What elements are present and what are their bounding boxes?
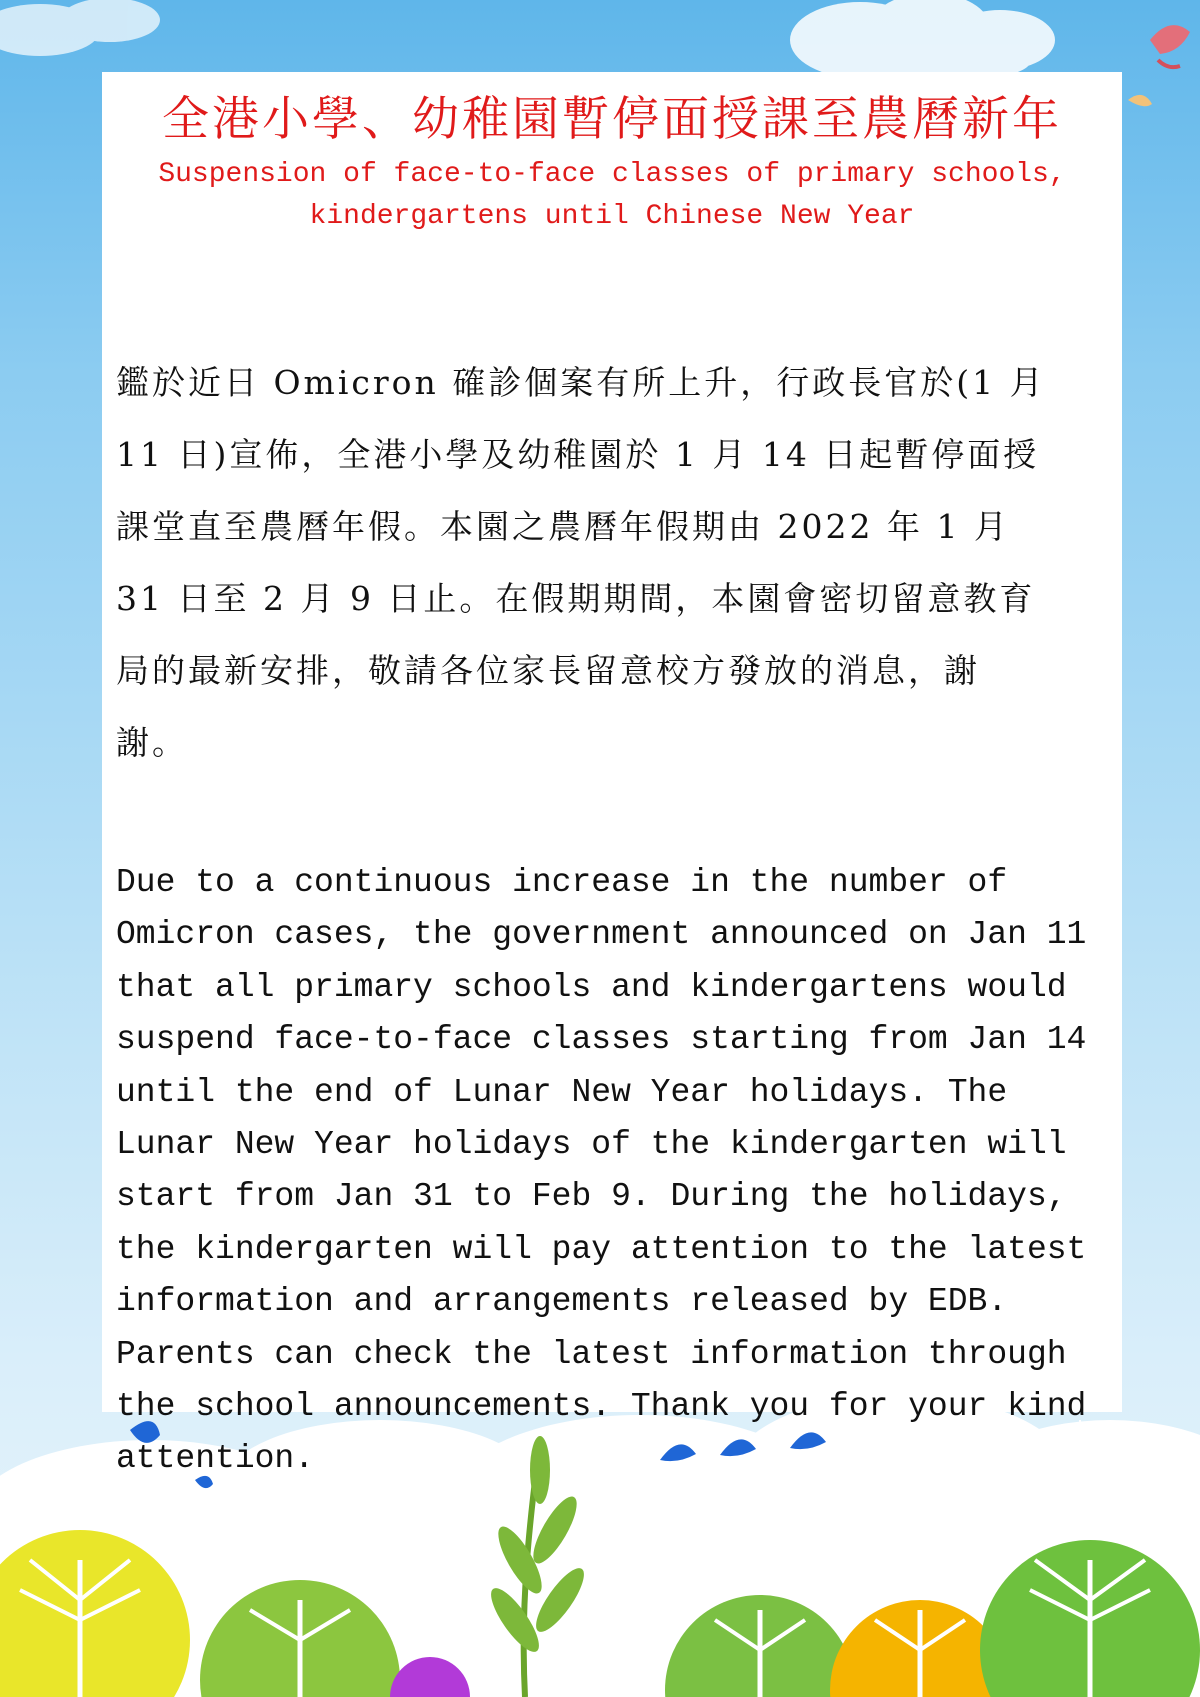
body-english-line: the school announcements. Thank you for your kind xyxy=(116,1388,1087,1426)
body-english-line: the kindergarten will pay attention to the latest xyxy=(116,1230,1087,1268)
body-english-line: Parents can check the latest information through xyxy=(116,1335,1067,1373)
body-english-line: start from Jan 31 to Feb 9. During the holidays, xyxy=(116,1178,1067,1216)
body-chinese-line: 11 日)宣佈，全港小學及幼稚園於 1 月 14 日起暫停面授 xyxy=(116,435,1040,474)
body-english-line: until the end of Lunar New Year holidays. The xyxy=(116,1073,1008,1111)
body-chinese-line: 鑑於近日 Omicron 確診個案有所上升，行政長官於(1 月 xyxy=(116,363,1046,402)
body-chinese xyxy=(116,347,1101,779)
body-english-line: suspend face-to-face classes starting from Jan 14 xyxy=(116,1021,1087,1059)
body-english-line: attention. xyxy=(116,1440,315,1478)
title-chinese: 全港小學、幼稚園暫停面授課至農曆新年 xyxy=(162,92,1062,147)
bird-icon xyxy=(1150,25,1190,67)
body-chinese-line: 局的最新安排，敬請各位家長留意校方發放的消息，謝 xyxy=(116,651,980,690)
body-english-line: information and arrangements released by EDB. xyxy=(116,1283,1008,1321)
body-english-line: Due to a continuous increase in the number of xyxy=(116,864,1008,901)
cloud-icon xyxy=(0,0,160,56)
body-chinese-line: 課堂直至農曆年假。本園之農曆年假期由 2022 年 1 月 xyxy=(116,507,1010,546)
body-chinese-line: 31 日至 2 月 9 日止。在假期期間，本園會密切留意教育 xyxy=(116,579,1036,618)
notice-card xyxy=(102,72,1122,1478)
title-english: Suspension of face-to-face classes of primary schools, kindergartens until Chinese New Year xyxy=(158,159,1066,232)
body-english-line: Lunar New Year holidays of the kindergarten will xyxy=(116,1126,1067,1164)
body-chinese-line: 謝。 xyxy=(116,723,188,762)
body-english xyxy=(116,857,1116,1486)
body-english-line: that all primary schools and kindergartens would xyxy=(116,968,1067,1006)
bird-icon xyxy=(1128,95,1152,106)
body-english-line: Omicron cases, the government announced on Jan 11 xyxy=(116,916,1087,954)
